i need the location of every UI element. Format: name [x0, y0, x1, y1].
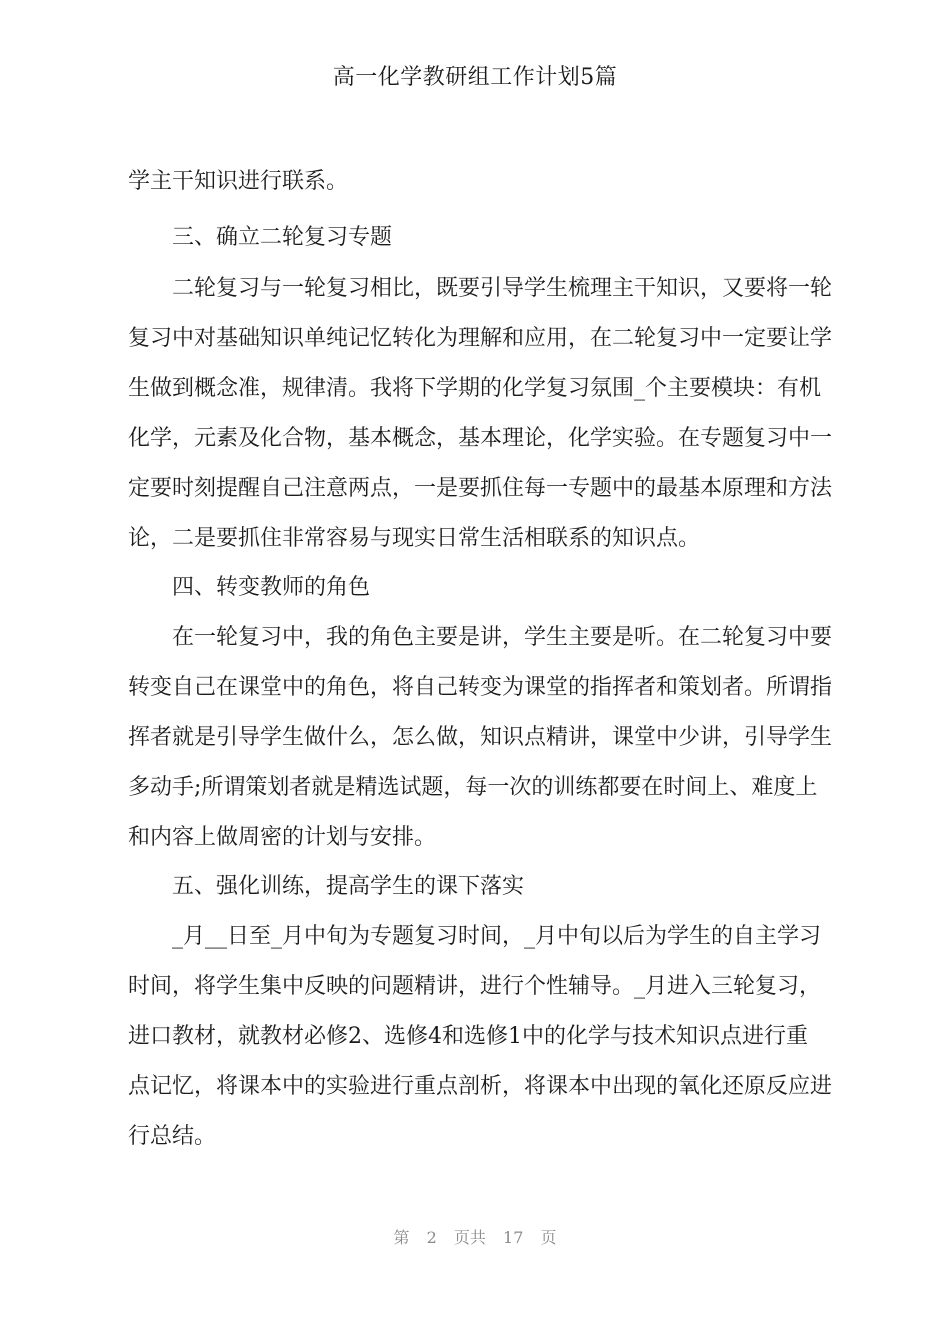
current-page-number: 2 — [426, 1228, 437, 1247]
text-line: _月__日至_月中旬为专题复习时间，_月中旬以后为学生的自主学习 — [128, 924, 822, 949]
text-line: 行总结。 — [128, 1124, 217, 1149]
text-line: 点记忆，将课本中的实验进行重点剖析，将课本中出现的氧化还原反应进 — [128, 1074, 833, 1099]
total-pages-number: 17 — [503, 1228, 524, 1247]
text-line: 进口教材，就教材必修2、选修4和选修1中的化学与技术知识点进行重 — [128, 1024, 808, 1049]
section-heading: 四、转变教师的角色 — [128, 575, 371, 600]
text-line: 生做到概念准，规律清。我将下学期的化学复习氛围_个主要模块：有机 — [128, 376, 822, 401]
text-line: 定要时刻提醒自己注意两点，一是要抓住每一专题中的最基本原理和方法 — [128, 476, 833, 501]
section-heading: 五、强化训练，提高学生的课下落实 — [128, 874, 525, 899]
text-line: 论，二是要抓住非常容易与现实日常生活相联系的知识点。 — [128, 526, 701, 551]
text-line: 在一轮复习中，我的角色主要是讲，学生主要是听。在二轮复习中要 — [128, 625, 833, 650]
page-label-mid: 页共 — [453, 1228, 486, 1247]
page-label-suffix: 页 — [540, 1228, 557, 1247]
page-footer — [0, 1226, 950, 1250]
text-line: 复习中对基础知识单纯记忆转化为理解和应用，在二轮复习中一定要让学 — [128, 326, 833, 351]
text-line: 学主干知识进行联系。 — [128, 169, 349, 194]
text-line: 时间，将学生集中反映的问题精讲，进行个性辅导。_月进入三轮复习， — [128, 974, 822, 999]
text-line: 多动手;所谓策划者就是精选试题，每一次的训练都要在时间上、难度上 — [128, 775, 818, 800]
text-line: 和内容上做周密的计划与安排。 — [128, 825, 437, 850]
text-line: 挥者就是引导学生做什么，怎么做，知识点精讲，课堂中少讲，引导学生 — [128, 725, 833, 750]
page-header-title: 高一化学教研组工作计划5篇 — [332, 65, 618, 90]
text-line: 化学，元素及化合物，基本概念，基本理论，化学实验。在专题复习中一 — [128, 426, 833, 451]
text-line: 转变自己在课堂中的角色，将自己转变为课堂的指挥者和策划者。所谓指 — [128, 675, 833, 700]
section-heading: 三、确立二轮复习专题 — [128, 225, 393, 250]
page-label-prefix: 第 — [393, 1228, 410, 1247]
text-line: 二轮复习与一轮复习相比，既要引导学生梳理主干知识，又要将一轮 — [128, 276, 833, 301]
